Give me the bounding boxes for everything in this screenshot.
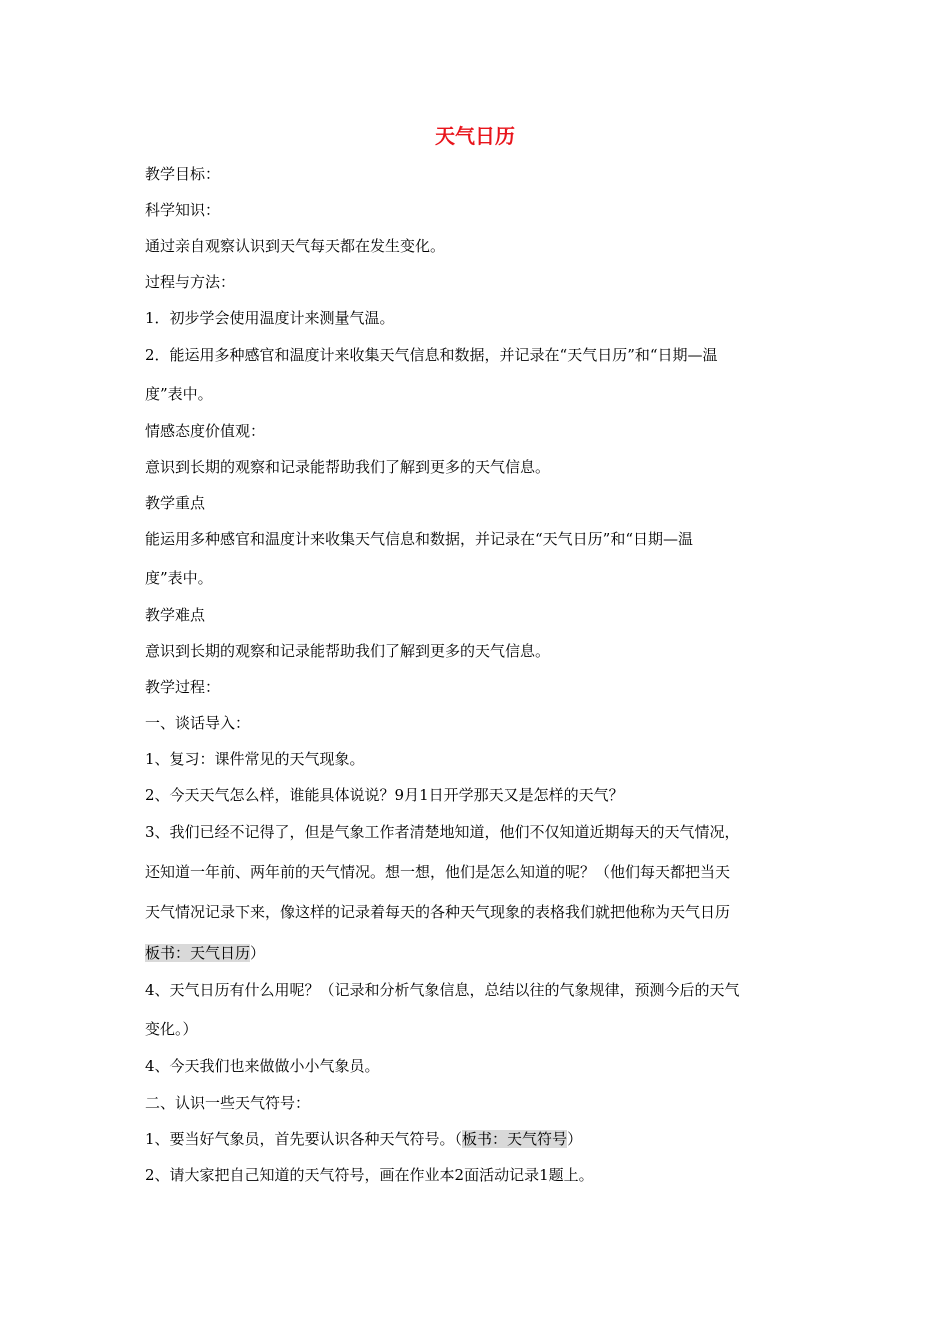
- text-line: 度”表中。: [145, 385, 213, 403]
- text-line: 科学知识：: [145, 201, 221, 219]
- text-line: 二、认识一些天气符号：: [145, 1094, 311, 1112]
- text-line: 4、今天我们也来做做小小气象员。: [145, 1057, 380, 1075]
- text-line: 教学过程：: [145, 678, 221, 696]
- text-line: 过程与方法：: [145, 273, 236, 291]
- board-note-highlight: 板书：天气日历: [145, 944, 251, 962]
- text-line: 天气情况记录下来，像这样的记录着每天的各种天气现象的表格我们就把他称为天气日历: [145, 903, 731, 921]
- text-line: [145, 1129, 582, 1149]
- text-line: 3、我们已经不记得了，但是气象工作者清楚地知道，他们不仅知道近期每天的天气情况，: [145, 823, 740, 841]
- text-line: 1．初步学会使用温度计来测量气温。: [145, 309, 395, 327]
- text-fragment: ）: [250, 944, 266, 962]
- text-line: 变化。）: [145, 1020, 198, 1038]
- text-line: 2、今天天气怎么样，谁能具体说说？9月1日开学那天又是怎样的天气？: [145, 786, 624, 804]
- text-line: 情感态度价值观：: [145, 422, 266, 440]
- text-line: 意识到长期的观察和记录能帮助我们了解到更多的天气信息。: [145, 458, 551, 476]
- board-note-highlight: 板书：天气符号: [462, 1130, 568, 1148]
- text-line: 教学目标：: [145, 165, 221, 183]
- text-line: 1、复习：课件常见的天气现象。: [145, 750, 365, 768]
- text-line: [145, 943, 265, 963]
- text-line: 4、天气日历有什么用呢？（记录和分析气象信息，总结以往的气象规律，预测今后的天气: [145, 981, 740, 999]
- text-line: 能运用多种感官和温度计来收集天气信息和数据，并记录在“天气日历”和“日期—温: [145, 530, 694, 548]
- text-line: 通过亲自观察认识到天气每天都在发生变化。: [145, 237, 446, 255]
- text-line: 还知道一年前、两年前的天气情况。想一想，他们是怎么知道的呢？（他们每天都把当天: [145, 863, 731, 881]
- text-line: 2、请大家把自己知道的天气符号，画在作业本2面活动记录1题上。: [145, 1166, 594, 1184]
- text-line: 意识到长期的观察和记录能帮助我们了解到更多的天气信息。: [145, 642, 551, 660]
- document-title: 天气日历: [435, 124, 515, 148]
- text-fragment: 1、要当好气象员，首先要认识各种天气符号。（: [145, 1130, 463, 1148]
- text-line: 度”表中。: [145, 569, 213, 587]
- text-line: 一、谈话导入：: [145, 714, 251, 732]
- text-line: 教学难点: [145, 606, 206, 624]
- text-line: 2．能运用多种感官和温度计来收集天气信息和数据，并记录在“天气日历”和“日期—温: [145, 346, 718, 364]
- text-line: 教学重点: [145, 494, 206, 512]
- text-fragment: ）: [567, 1130, 583, 1148]
